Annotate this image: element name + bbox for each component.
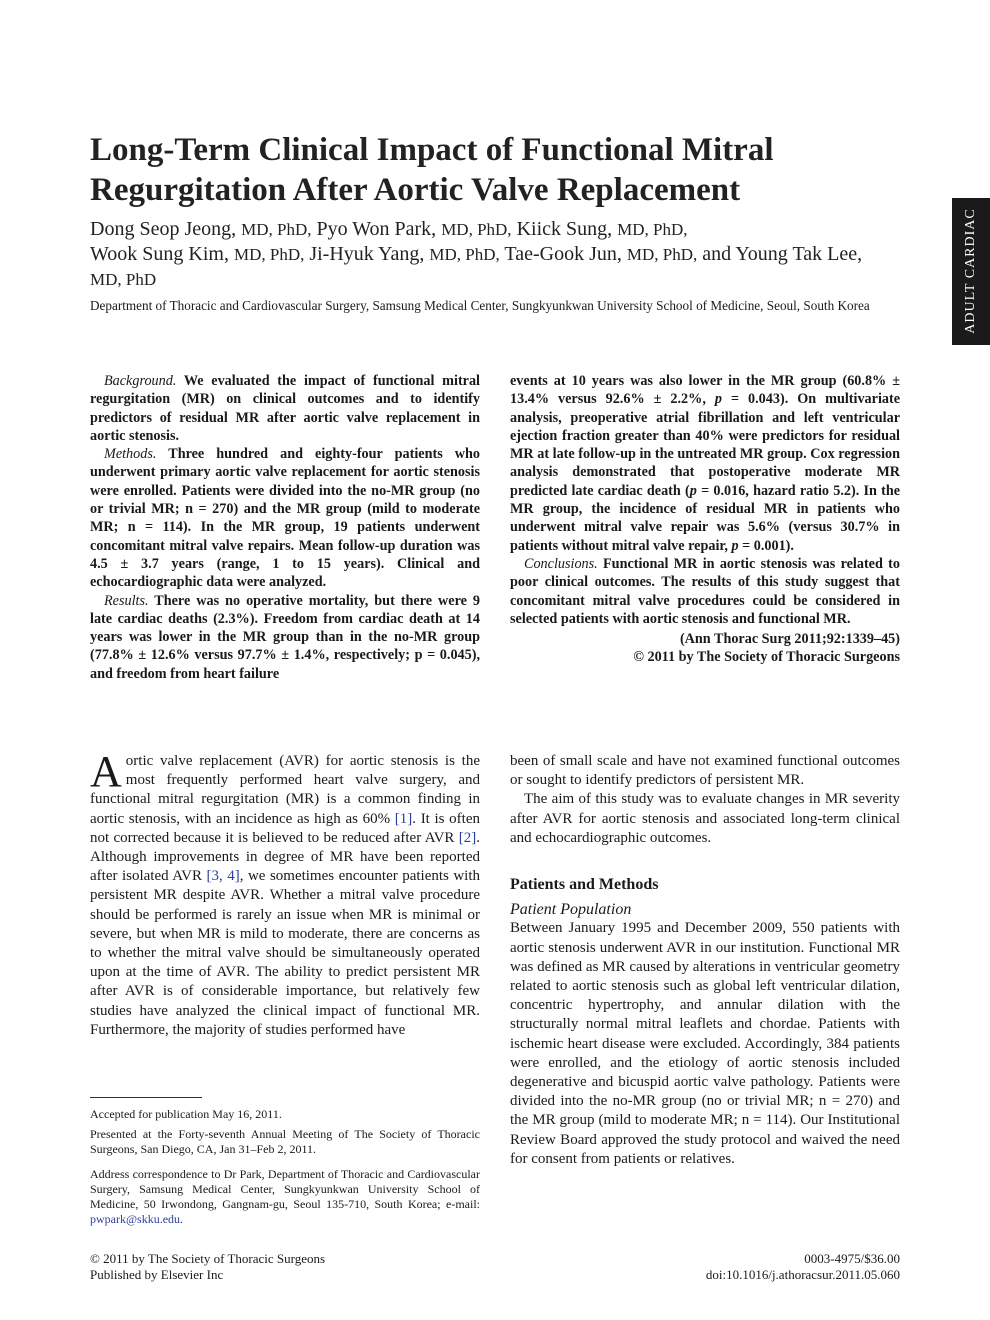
author-degree: MD, PhD,: [233, 245, 305, 264]
abstract-left-column: [90, 372, 480, 683]
abstract-methods: [90, 445, 480, 591]
title-line-1: Long-Term Clinical Impact of Functional Mitral: [90, 132, 774, 168]
abstract-results-continued: events at 10 years was also lower in the MR group (60.8% ± 13.4% versus 92.6% ± 2.2%, p = 0.043). On multivariate analysis, preoperative atrial fibrillation and left ventricular ejection fraction greater than 40% were predictors for residual MR at late follow-up in the untreated MR group. Cox regression analysis demonstrated that postoperative moderate MR predicted late cardiac death (p = 0.016, hazard ratio 5.2). In the MR group, the incidence of residual MR in patients who underwent mitral valve repair was 5.6% (versus 30.7% in patients without mitral valve repair, p = 0.001).: [510, 373, 901, 554]
author-name: Tae-Gook Jun,: [504, 243, 622, 265]
reference-link[interactable]: [3, 4]: [206, 868, 240, 885]
footnote-presented: Presented at the Forty-seventh Annual Meeting of The Society of Thoracic Surgeons, San Diego, CA, Jan 31–Feb 2, 2011.: [90, 1127, 480, 1156]
abstract-results: [90, 592, 480, 683]
drop-cap: A: [90, 747, 122, 796]
p-value-symbol: p: [714, 391, 722, 408]
reference-link[interactable]: [1]: [394, 810, 413, 827]
body-left-column: [90, 747, 481, 1040]
article-title: [90, 130, 890, 210]
subsection-heading: Patient Population: [510, 901, 632, 919]
population-paragraph: Between January 1995 and December 2009, 550 patients with aortic stenosis underwent AVR in our institution. Functional MR was defined as MR caused by alterations in ventricular geometry related to aortic stenosis such as global left ventricular dilation, concentric hypertrophy, and annular dilation with the structurally normal mitral leaflets and chordae. Patients with ischemic heart disease were excluded. Accordingly, 384 patients were enrolled, and the etiology of aortic stenosis included degenerative and bicuspid aortic valve pathology. Patients were divided into the no-MR group (no or trivial MR; n = 270) and the MR group (mild to moderate MR; n = 114). Our Institutional Review Board approved the study protocol and waived the need for consent from patients or relatives.: [510, 920, 900, 1167]
title-line-2: Regurgitation After Aortic Valve Replacement: [90, 172, 741, 208]
results-text: There was no operative mortality, but there were 9 late cardiac deaths (2.3%). Freedom from cardiac death at 14 years was lower in the MR group than in the no-MR group (77.8% ± 12.6% versus 97.7% ± 1.4%, respectively; p = 0.045), and freedom from heart failure: [90, 592, 480, 682]
p-value-symbol: p: [689, 482, 697, 499]
author-degree: MD, PhD,: [626, 245, 698, 264]
author-list: [90, 217, 890, 292]
footer-copyright: © 2011 by The Society of Thoracic Surgeons: [90, 1251, 326, 1266]
section-heading: Patients and Methods: [510, 876, 659, 894]
author-name: Kiick Sung,: [516, 218, 613, 240]
author-degree: MD, PhD,: [429, 245, 500, 264]
methods-text: Three hundred and eighty-four patients who underwent primary aortic valve replacement for aortic stenosis were enrolled. Patients were divided into the no-MR group (no or trivial MR; n = 270) and the MR group (mild to moderate MR; n = 114). In the MR group, 19 patients underwent concomitant mitral valve repairs. Mean follow-up duration was 4.5 ± 3.7 years (range, 1 to 15 years). Clinical and echocardiographic data were analyzed.: [90, 446, 481, 591]
footer-issn: 0003-4975/$36.00: [804, 1251, 900, 1266]
body-right-column: [510, 752, 900, 1169]
aim-paragraph: The aim of this study was to evaluate changes in MR severity after AVR for aortic stenosis and associated long-term clinical and echocardiographic outcomes.: [510, 791, 900, 846]
background-text: We evaluated the impact of functional mitral regurgitation (MR) on clinical outcomes and to identify predictors of residual MR after aortic valve replacement in aortic stenosis.: [90, 373, 480, 444]
author-name: Ji-Hyuk Yang,: [309, 243, 425, 265]
footnote-rule: [90, 1097, 202, 1098]
footer-right: [600, 1251, 900, 1283]
footer-left: [90, 1251, 325, 1283]
methods-label: Methods.: [104, 446, 157, 463]
author-degree: MD, PhD,: [441, 220, 512, 239]
abstract-copyright: © 2011 by The Society of Thoracic Surgeons: [633, 649, 900, 666]
footer-doi: doi:10.1016/j.athoracsur.2011.05.060: [705, 1267, 900, 1282]
background-label: Background.: [104, 373, 177, 389]
results-label: Results.: [104, 592, 149, 609]
affiliation: Department of Thoracic and Cardiovascular Surgery, Samsung Medical Center, Sungkyunkwan University School of Medicine, Seoul, South Korea: [90, 298, 870, 313]
author-degree: MD, PhD: [90, 270, 157, 289]
conclusions-text: Functional MR in aortic stenosis was related to poor clinical outcomes. The results of this study suggest that concomitant mitral valve procedures could be considered in selected patients with aortic stenosis and functional MR.: [510, 555, 900, 627]
intro-paragraph: Aortic valve replacement (AVR) for aortic stenosis is the most frequently performed heart valve surgery, and functional mitral regurgitation (MR) is a common finding in aortic stenosis, with an incidence as high as 60% [1]. It is often not corrected because it is believed to be reduced after AVR [2]. Although improvements in degree of MR have been reported after isolated AVR [3, 4], we sometimes encounter patients with persistent MR despite AVR. Whether a mitral valve procedure should be performed is rarely an issue when MR is minimal or severe, but when MR is mild to moderate, there are concerns as to whether the mitral valve should be simultaneously operated upon at the time of AVR. The ability to predict persistent MR after AVR is of considerable importance, but relatively few studies have analyzed the clinical impact of functional MR. Furthermore, the majority of studies performed have: [90, 747, 481, 1038]
p-value-symbol: p: [731, 537, 739, 554]
section-tab: [952, 198, 990, 345]
author-name: Dong Seop Jeong,: [90, 218, 237, 240]
author-degree: MD, PhD,: [241, 220, 312, 239]
abstract-conclusions: [510, 555, 900, 628]
author-name: Pyo Won Park,: [316, 218, 437, 240]
author-name: Wook Sung Kim,: [90, 243, 229, 265]
author-name: and Young Tak Lee,: [702, 243, 863, 265]
author-degree: MD, PhD,: [617, 220, 688, 239]
footnote-accepted: Accepted for publication May 16, 2011.: [90, 1107, 282, 1121]
journal-citation: (Ann Thorac Surg 2011;92:1339–45): [679, 631, 900, 648]
conclusions-label: Conclusions.: [524, 555, 598, 572]
footnote-address: Address correspondence to Dr Park, Department of Thoracic and Cardiovascular Surgery, Samsung Medical Center, Sungkyunkwan University School of Medicine, 50 Irwondong, Gangnam-gu, Seoul 135-710, South Korea; e-mail: pwpark@skku.edu.: [90, 1167, 480, 1226]
abstract-background: [90, 372, 480, 445]
reference-link[interactable]: [2]: [458, 829, 477, 846]
section-tab-label: ADULT CARDIAC: [963, 208, 978, 334]
email-link[interactable]: pwpark@skku.edu: [90, 1212, 181, 1226]
intro-continued: been of small scale and have not examined functional outcomes or sought to identify predictors of persistent MR.: [510, 753, 900, 789]
abstract-right-column: [510, 372, 900, 667]
footer-publisher: Published by Elsevier Inc: [90, 1267, 224, 1282]
